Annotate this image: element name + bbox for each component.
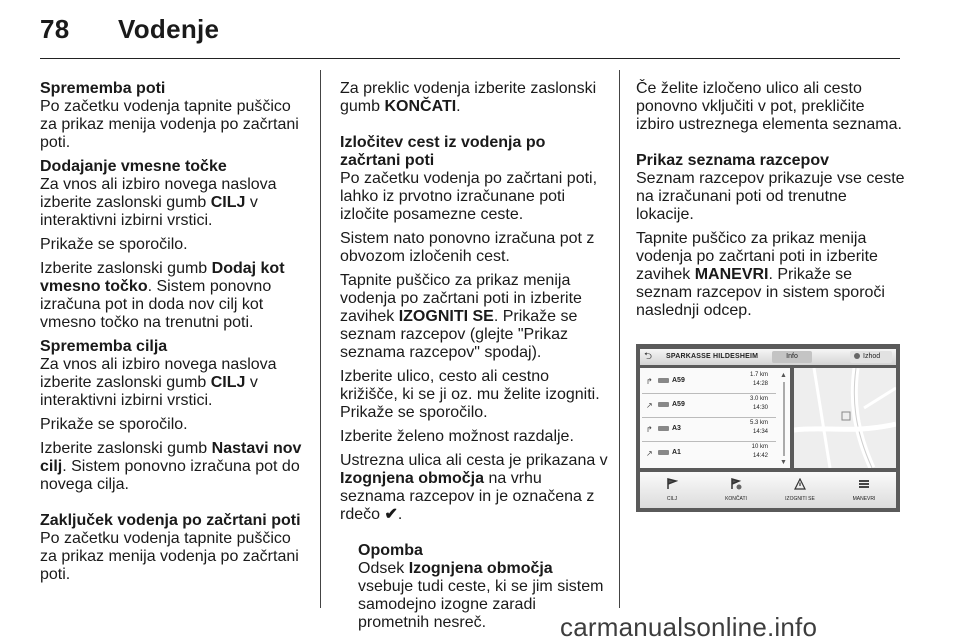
road-badge-icon <box>658 378 669 383</box>
column-2 <box>340 80 608 632</box>
text: Za preklic vodenja izberite zaslonski gumb <box>340 80 597 115</box>
paragraph-text: Po začetku vodenja po začrtani poti, lahko iz prvotno izračunane poti izločite posamezne ceste. <box>340 170 598 223</box>
text: . Sistem ponovno izračuna pot do novega cilja. <box>40 458 300 493</box>
bold-term: Nastavi nov cilj <box>40 440 302 475</box>
paragraph <box>40 260 308 332</box>
text: . <box>397 506 403 523</box>
exit-label: Izhod <box>863 353 881 360</box>
tab-maneuvers[interactable] <box>832 472 896 508</box>
text: . Sistem ponovno izračuna pot in doda nov cilj kot vmesno točko na trenutni poti. <box>40 278 272 331</box>
turn-right-icon: ↱ <box>646 425 653 434</box>
page-title: Vodenje <box>118 14 220 44</box>
paragraph <box>40 440 308 494</box>
list-scrollbar[interactable] <box>779 372 788 466</box>
bold-term: Izognjena območja <box>408 560 553 577</box>
text: Za vnos ali izbiro novega naslova izberite zaslonski gumb <box>40 356 277 391</box>
column-3 <box>636 80 906 326</box>
text: Sistem nato ponovno izračuna pot z obvozom izločenih cest. <box>340 230 595 265</box>
text: Izberite ulico, cesto ali cestno križišče, ki se ji oz. mu želite izogniti. Prikaže se sporočilo. <box>340 368 600 421</box>
bold-term: MANEVRI <box>694 266 769 283</box>
tab-avoid[interactable] <box>768 472 832 508</box>
navigation-screen-figure <box>636 344 900 512</box>
road-badge-icon <box>658 450 669 455</box>
turn-right-icon: ↱ <box>646 377 653 386</box>
paragraph-text: Seznam razcepov prikazuje vse ceste na izračunani poti od trenutne lokacije. <box>636 170 905 223</box>
text: Tapnite puščico za prikaz menija vodenja po začrtani poti in izberite zavihek <box>636 230 878 283</box>
paragraph-text: Po začetku vodenja tapnite puščico za prikaz menija vodenja po začrtani poti. <box>40 98 299 151</box>
distance: 10 km <box>751 444 768 450</box>
keep-right-icon: ↗ <box>646 449 653 458</box>
scroll-down-icon[interactable]: ▼ <box>780 459 787 466</box>
bold-term: CILJ <box>210 194 246 211</box>
scroll-up-icon[interactable]: ▲ <box>780 372 787 379</box>
paragraph <box>340 428 608 446</box>
map-view[interactable] <box>794 368 896 468</box>
list-item[interactable] <box>642 442 776 465</box>
section-heading: Prikaz seznama razcepov <box>636 152 829 169</box>
road-name: A1 <box>672 449 681 456</box>
paragraph <box>340 368 608 422</box>
tab-label: CILJ <box>666 496 678 502</box>
page-header <box>40 14 219 45</box>
tab-end-guidance[interactable] <box>704 472 768 508</box>
arrival-time: 14:28 <box>752 381 768 387</box>
header-rule <box>40 58 900 59</box>
section-heading: Sprememba poti <box>40 80 166 97</box>
paragraph <box>40 512 308 584</box>
turn-list-icon <box>858 478 870 490</box>
text: v interaktivni izbirni vrstici. <box>40 194 258 229</box>
text: Izberite zaslonski gumb <box>40 260 212 277</box>
paragraph <box>636 230 906 320</box>
text: v interaktivni izbirni vrstici. <box>40 374 258 409</box>
bold-term: CILJ <box>210 374 246 391</box>
text: Če želite izločeno ulico ali cesto ponovno vključiti v pot, prekličite izbiro ustreznega elementa seznama. <box>636 80 902 133</box>
text: vsebuje tudi ceste, ki se jim sistem samodejno izogne zaradi prometnih nesreč. <box>358 578 604 631</box>
distance: 5.3 km <box>749 420 768 426</box>
bold-term: IZOGNITI SE <box>398 308 494 325</box>
text: Za vnos ali izbiro novega naslova izberite zaslonski gumb <box>40 176 277 211</box>
bold-term: KONČATI <box>384 98 457 115</box>
column-divider <box>619 70 620 608</box>
text: . Prikaže se seznam razcepov (glejte "Prikaz seznama razcepov" spodaj). <box>340 308 578 361</box>
road-badge-icon <box>658 426 669 431</box>
back-arrow-icon[interactable]: ⮌ <box>644 351 653 362</box>
warning-icon <box>794 478 806 490</box>
paragraph <box>340 134 608 224</box>
page-number: 78 <box>40 14 70 44</box>
tab-label: IZOGNITI SE <box>785 496 815 502</box>
section-heading: Zaključek vodenja po začrtani poti <box>40 512 301 529</box>
tab-bar <box>640 472 896 508</box>
road-name: A59 <box>672 377 685 384</box>
paragraph <box>340 80 608 116</box>
paragraph <box>40 158 308 230</box>
list-item[interactable] <box>642 394 776 418</box>
text: Prikaže se sporočilo. <box>40 236 188 253</box>
stop-flag-icon <box>730 478 742 490</box>
note-heading: Opomba <box>358 542 423 559</box>
text: Izberite zaslonski gumb <box>40 440 212 457</box>
bold-term: Dodaj kot vmesno točko <box>40 260 285 295</box>
arrival-time: 14:30 <box>752 405 768 411</box>
info-button[interactable]: Info <box>772 351 812 363</box>
road-badge-icon <box>658 402 669 407</box>
maneuver-list <box>640 368 790 468</box>
paragraph <box>340 230 608 266</box>
bold-term: Izognjena območja <box>340 470 485 487</box>
column-1 <box>40 80 308 590</box>
paragraph <box>636 80 906 134</box>
exit-button[interactable] <box>850 351 892 363</box>
paragraph <box>40 338 308 410</box>
distance: 1.7 km <box>749 372 768 378</box>
exit-icon <box>854 353 860 359</box>
flag-icon <box>666 478 678 490</box>
map-roads <box>794 368 896 468</box>
tab-label: KONČATI <box>725 496 747 502</box>
watermark: carmanualsonline.info <box>560 612 818 642</box>
text: Izberite želeno možnost razdalje. <box>340 428 574 445</box>
destination-title: SPARKASSE HILDESHEIM <box>666 353 759 360</box>
text: na vrhu seznama razcepov in je označena z rdečo <box>340 470 595 523</box>
distance: 3.0 km <box>749 396 768 402</box>
paragraph <box>40 236 308 254</box>
keep-right-icon: ↗ <box>646 401 653 410</box>
paragraph <box>340 452 608 524</box>
text: . <box>456 98 461 115</box>
tab-destination[interactable] <box>640 472 704 508</box>
text: Prikaže se sporočilo. <box>40 416 188 433</box>
tab-label: MANEVRI <box>852 496 876 502</box>
paragraph <box>340 272 608 362</box>
paragraph <box>40 80 308 152</box>
check-mark-icon: ✔ <box>384 506 398 523</box>
navigation-screen <box>636 344 900 512</box>
arrival-time: 14:42 <box>752 453 768 459</box>
text: Ustrezna ulica ali cesta je prikazana v <box>340 452 608 469</box>
arrival-time: 14:34 <box>752 429 768 435</box>
road-name: A59 <box>672 401 685 408</box>
text: . Prikaže se seznam razcepov in sistem sporoči naslednji odcep. <box>636 266 885 319</box>
list-item[interactable] <box>642 370 776 394</box>
text: Tapnite puščico za prikaz menija vodenja po začrtani poti in izberite zavihek <box>340 272 582 325</box>
paragraph <box>636 152 906 224</box>
section-heading: Izločitev cest iz vodenja po začrtani poti <box>340 134 546 169</box>
screen-top-bar <box>640 349 896 365</box>
column-divider <box>320 70 321 608</box>
list-item[interactable] <box>642 418 776 442</box>
paragraph-text: Po začetku vodenja tapnite puščico za prikaz menija vodenja po začrtani poti. <box>40 530 299 583</box>
paragraph <box>40 416 308 434</box>
text: Odsek <box>358 560 409 577</box>
road-name: A3 <box>672 425 681 432</box>
section-heading: Dodajanje vmesne točke <box>40 158 227 175</box>
section-heading: Sprememba cilja <box>40 338 168 355</box>
scrollbar-track <box>783 382 785 456</box>
